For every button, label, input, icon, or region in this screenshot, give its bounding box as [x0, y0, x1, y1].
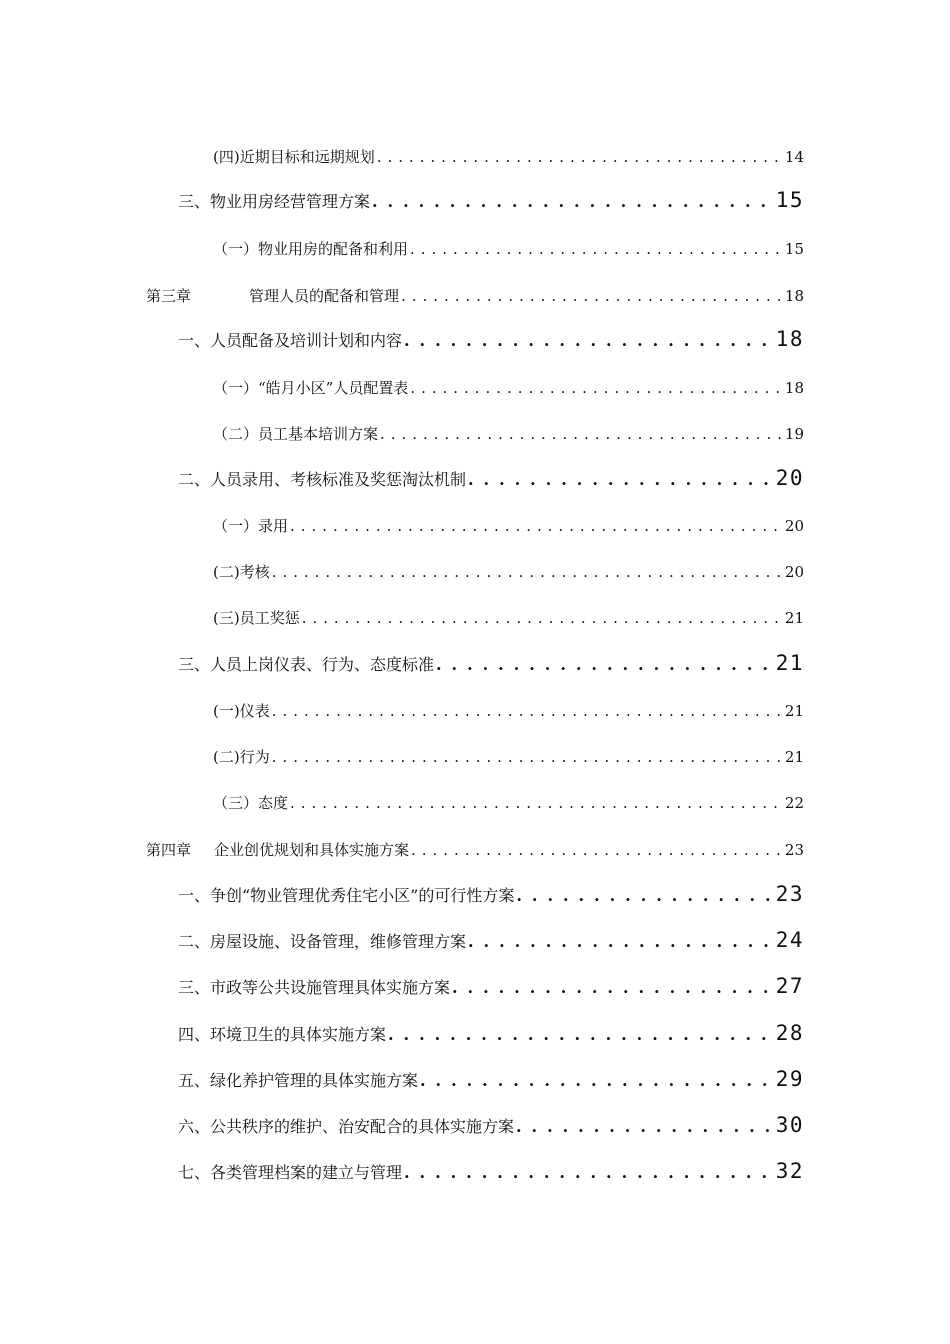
toc-entry-label: (一)仪表 [213, 702, 270, 720]
toc-page-number: 20 [784, 563, 804, 581]
toc-page-number: 30 [775, 1113, 804, 1137]
toc-entry-label: (二)考核 [213, 563, 270, 581]
toc-entry[interactable] [178, 882, 804, 906]
toc-entry[interactable] [178, 651, 804, 675]
toc-entry-label [146, 285, 399, 306]
chapter-number: 第三章 [146, 287, 192, 305]
toc-entry[interactable] [178, 466, 804, 490]
toc-entry[interactable] [213, 238, 804, 259]
chapter-title: 企业创优规划和具体实施方案 [214, 841, 410, 859]
toc-page-number: 19 [784, 425, 804, 443]
toc-entry[interactable] [213, 792, 804, 813]
dot-leader [272, 563, 783, 581]
dot-leader [410, 240, 783, 258]
toc-page-number: 15 [775, 188, 804, 212]
toc-entry-label: 一、争创“物业管理优秀住宅小区”的可行性方案 [178, 886, 515, 905]
toc-page-number: 24 [775, 928, 804, 952]
toc-entry-label: （一）录用 [213, 517, 289, 535]
toc-entry[interactable] [213, 700, 804, 721]
dot-leader [516, 1117, 774, 1136]
toc-entry[interactable] [178, 1159, 804, 1183]
toc-chapter-entry[interactable] [146, 285, 804, 306]
toc-entry-label: 三、市政等公共设施管理具体实施方案 [178, 978, 451, 997]
toc-entry-label: 七、各类管理档案的建立与管理 [178, 1163, 403, 1182]
toc-page-number: 20 [784, 517, 804, 535]
toc-entry-label: (四)近期目标和远期规划 [213, 148, 375, 166]
toc-page-number: 27 [775, 974, 804, 998]
dot-leader [420, 1071, 774, 1090]
toc-page-number: 21 [784, 609, 804, 627]
toc-chapter-entry[interactable] [146, 839, 804, 860]
toc-entry-label: 三、人员上岗仪表、行为、态度标准 [178, 655, 435, 674]
toc-entry-label: (二)行为 [213, 748, 270, 766]
toc-entry[interactable] [213, 607, 804, 628]
dot-leader [468, 932, 774, 951]
toc-entry[interactable] [178, 1113, 804, 1137]
toc-entry[interactable] [213, 423, 804, 444]
toc-page-number: 28 [775, 1021, 804, 1045]
toc-entry-label: 四、环境卫生的具体实施方案 [178, 1025, 387, 1044]
toc-entry-label: （三）态度 [213, 794, 289, 812]
dot-leader [302, 609, 783, 627]
toc-entry-label: （一）“皓月小区”人员配置表 [213, 379, 409, 397]
toc-entry[interactable] [178, 974, 804, 998]
toc-entry[interactable] [213, 561, 804, 582]
toc-page-number: 18 [784, 379, 804, 397]
toc-page-number: 18 [775, 327, 804, 351]
toc-entry-label: 二、人员录用、考核标准及奖惩淘汰机制 [178, 470, 467, 489]
toc-page-number: 21 [784, 748, 804, 766]
toc-entry[interactable] [178, 1067, 804, 1091]
toc-entry-label: （二）员工基本培训方案 [213, 425, 379, 443]
toc-entry-label: 三、物业用房经营管理方案 [178, 192, 371, 211]
dot-leader [272, 702, 783, 720]
chapter-title: 管理人员的配备和管理 [249, 287, 400, 305]
toc-entry-label: 六、公共秩序的维护、治安配合的具体实施方案 [178, 1117, 515, 1136]
dot-leader [404, 331, 774, 350]
toc-page-number: 23 [775, 882, 804, 906]
toc-entry[interactable] [213, 377, 804, 398]
dot-leader [410, 379, 783, 397]
chapter-number: 第四章 [146, 841, 192, 859]
dot-leader [401, 287, 783, 305]
dot-leader [290, 517, 783, 535]
dot-leader [452, 978, 774, 997]
toc-entry-label: （一）物业用房的配备和利用 [213, 240, 409, 258]
toc-page-number: 20 [775, 466, 804, 490]
toc-entry-label: (三)员工奖惩 [213, 609, 300, 627]
toc-entry[interactable] [178, 327, 804, 351]
toc-page-number: 22 [784, 794, 804, 812]
toc-page-number: 14 [784, 148, 804, 166]
dot-leader [411, 841, 783, 859]
dot-leader [380, 425, 783, 443]
toc-page-number: 21 [784, 702, 804, 720]
toc-entry[interactable] [213, 746, 804, 767]
toc-entry[interactable] [213, 515, 804, 536]
toc-entry-label: 一、人员配备及培训计划和内容 [178, 331, 403, 350]
toc-entry-label: 五、绿化养护管理的具体实施方案 [178, 1071, 419, 1090]
toc-entry[interactable] [178, 928, 804, 952]
dot-leader [272, 748, 783, 766]
toc-entry-label: 二、房屋设施、设备管理，维修管理方案 [178, 932, 467, 951]
dot-leader [290, 794, 783, 812]
dot-leader [468, 470, 774, 489]
toc-entry[interactable] [178, 1021, 804, 1045]
dot-leader [404, 1163, 774, 1182]
toc-page-number: 29 [775, 1067, 804, 1091]
dot-leader [377, 148, 783, 166]
dot-leader [436, 655, 774, 674]
toc-entry[interactable] [178, 188, 804, 212]
toc-page-number: 32 [775, 1159, 804, 1183]
toc-page-number: 21 [775, 651, 804, 675]
toc-page-number: 18 [784, 287, 804, 305]
toc-page-number: 23 [784, 841, 804, 859]
toc-entry[interactable] [213, 146, 804, 167]
dot-leader [516, 886, 773, 905]
toc-entry-label [146, 839, 409, 860]
dot-leader [372, 192, 774, 211]
dot-leader [388, 1025, 774, 1044]
toc-page-number: 15 [784, 240, 804, 258]
